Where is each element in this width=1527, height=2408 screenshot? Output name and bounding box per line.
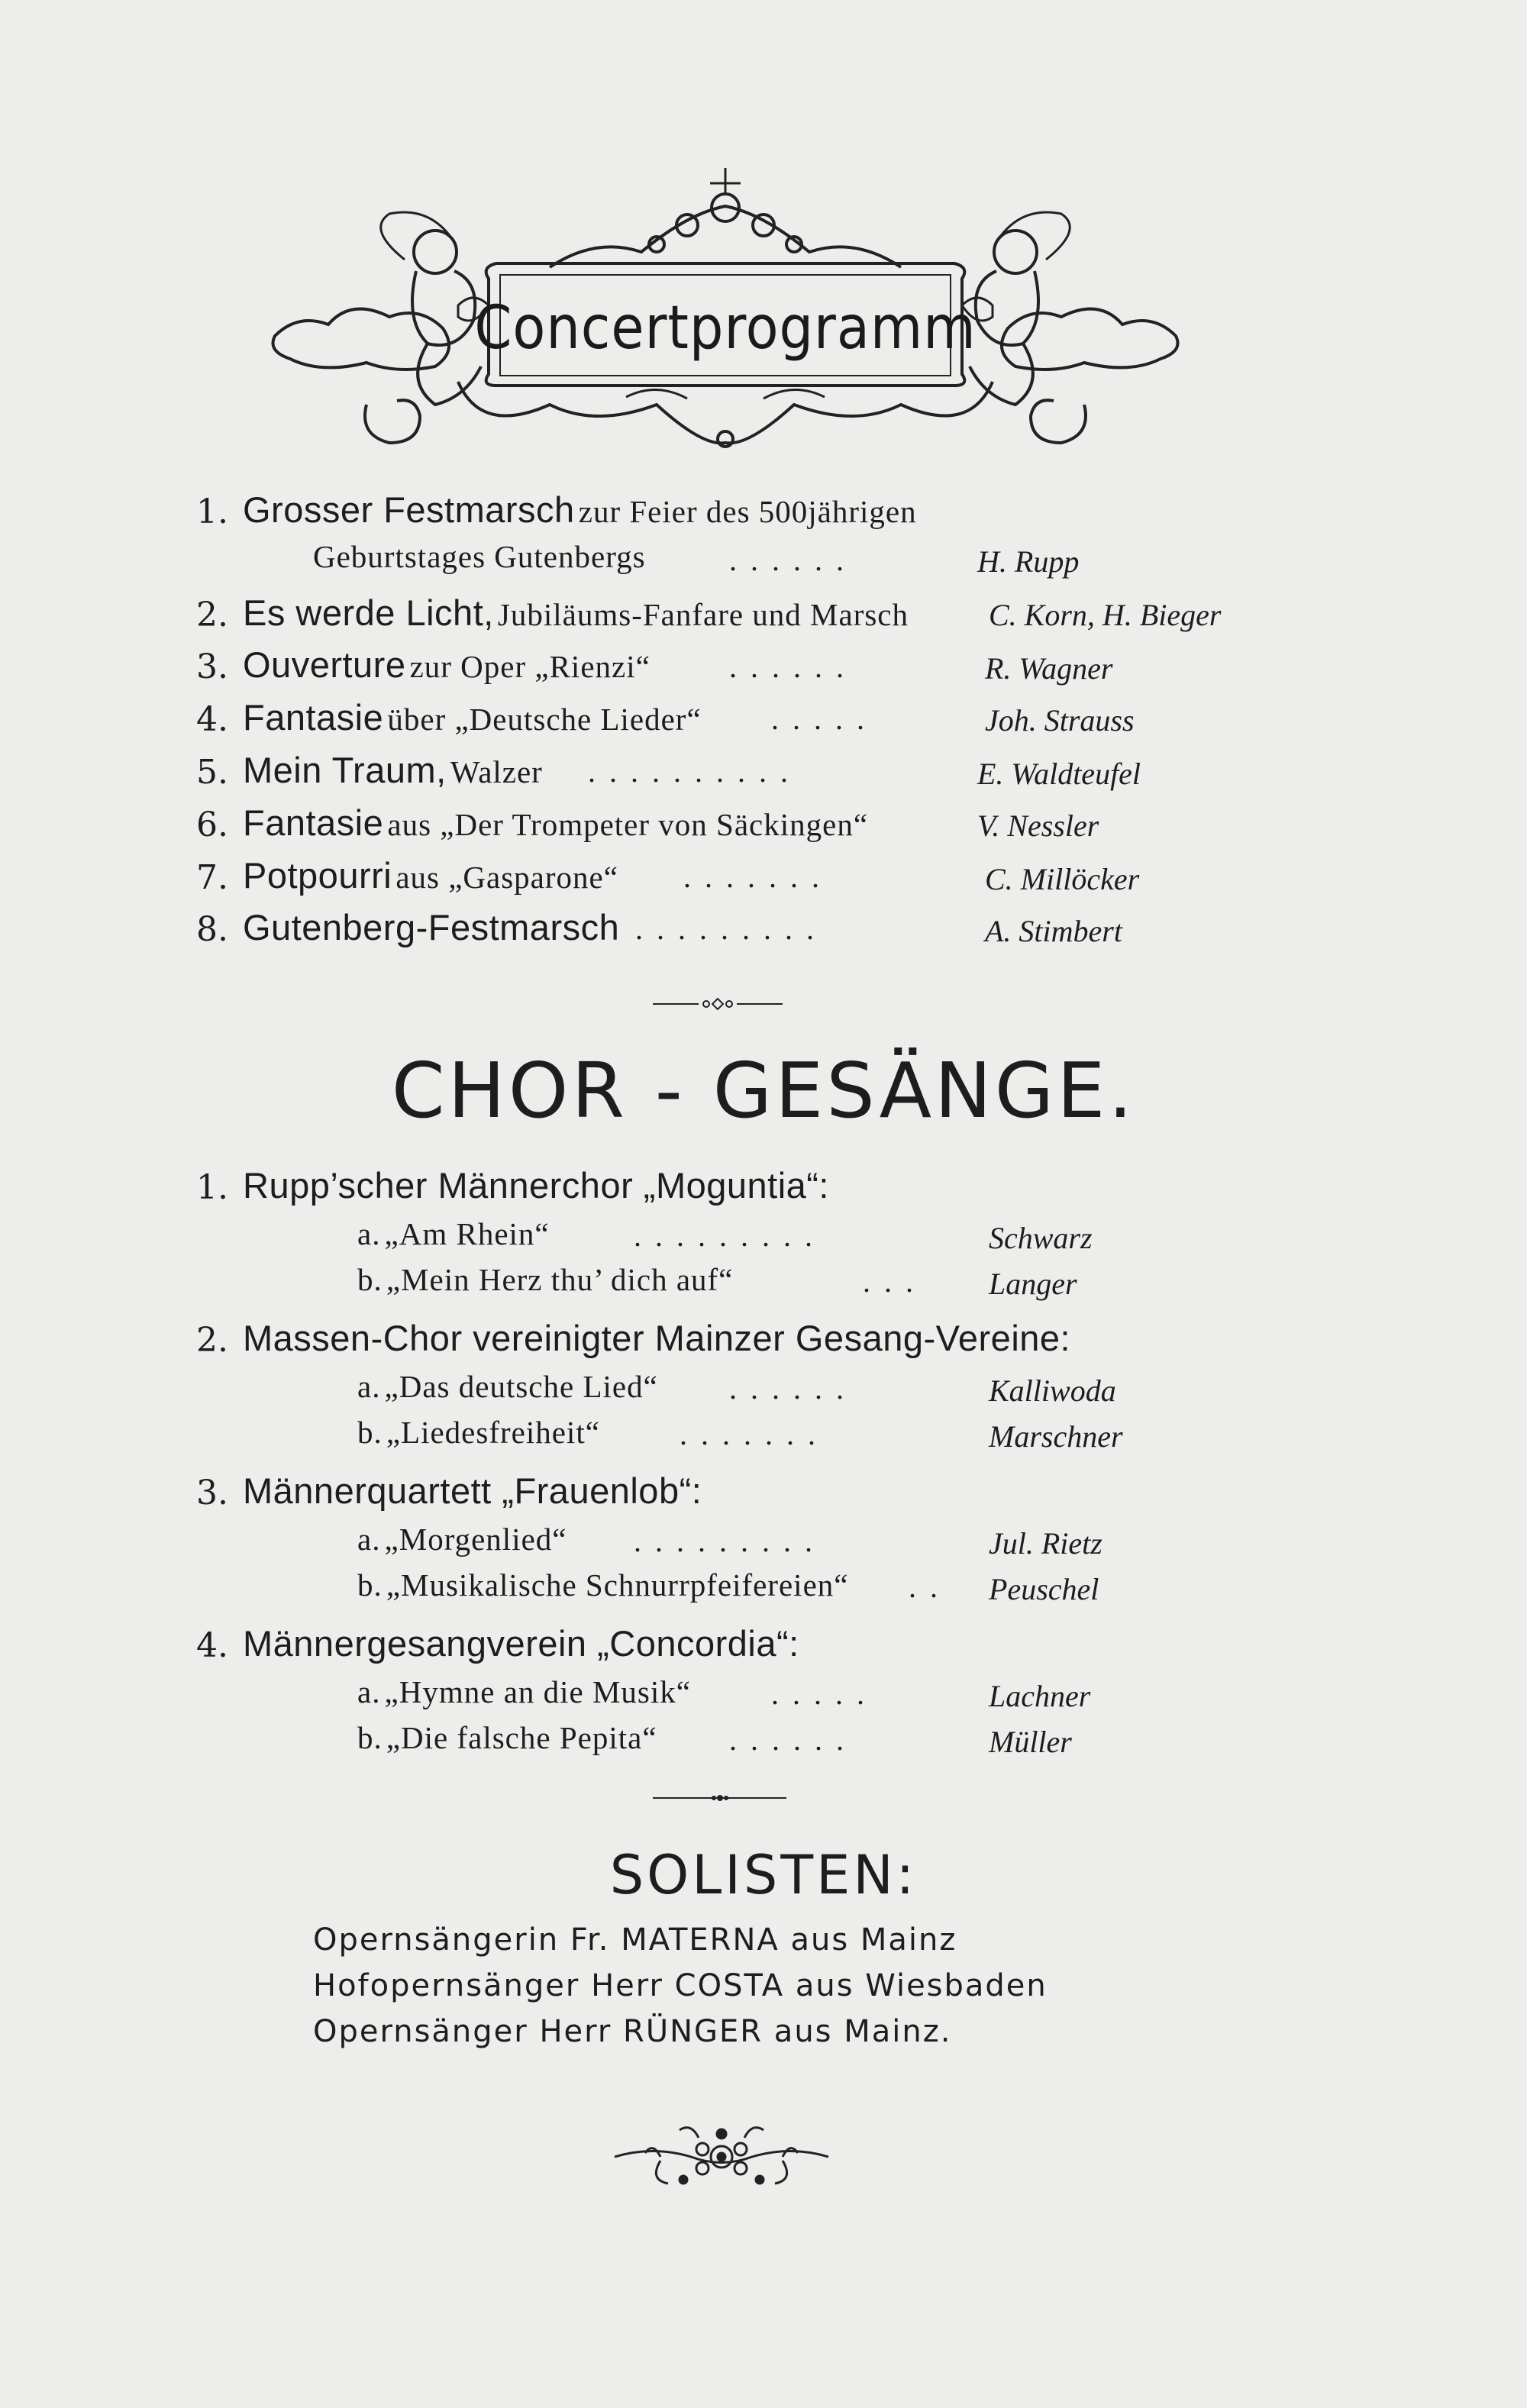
chor-group-name: Massen-Chor vereinigter Mainzer Gesang-Vereine:	[243, 1318, 1071, 1358]
divider-line-icon	[653, 1790, 786, 1806]
solist-line: Opernsänger Herr RÜNGER aus Mainz.	[313, 2014, 952, 2049]
song-composer: Langer	[989, 1267, 1077, 1301]
page-title: Concertprogramm	[474, 294, 977, 363]
song-title: „Am Rhein“	[384, 1216, 550, 1251]
chor-song	[357, 1719, 657, 1765]
program-composer: C. Korn, H. Bieger	[989, 598, 1222, 632]
song-letter: b.	[357, 1720, 383, 1755]
divider-ornament-icon	[653, 993, 783, 1015]
program-item	[243, 644, 651, 689]
program-number: 8.	[196, 910, 228, 949]
song-title: „Die falsche Pepita“	[386, 1720, 657, 1755]
song-composer: Müller	[989, 1725, 1072, 1759]
chor-song	[357, 1261, 733, 1307]
chor-song	[357, 1567, 848, 1612]
solist-line: Opernsängerin Fr. MATERNA aus Mainz	[313, 1922, 957, 1958]
leader-dots: .......	[683, 860, 833, 894]
header-cartouche	[229, 153, 1222, 458]
program-composer: E. Waldteufel	[977, 757, 1141, 791]
program-title: Es werde Licht,	[243, 592, 494, 633]
song-title: „Musikalische Schnurrpfeifereien“	[386, 1567, 849, 1603]
program-item	[243, 696, 702, 742]
leader-dots: ..........	[588, 754, 802, 789]
program-desc: zur Oper „Rienzi“	[409, 649, 651, 684]
song-letter: a.	[357, 1369, 381, 1404]
program-desc: Jubiläums-Fanfare und Marsch	[497, 597, 909, 632]
song-title: „Morgenlied“	[384, 1522, 567, 1557]
program-desc-continued: Geburtstages Gutenbergs	[313, 539, 646, 574]
chor-song	[357, 1414, 600, 1460]
chor-song	[357, 1368, 658, 1414]
program-item	[243, 802, 868, 847]
program-number: 6.	[196, 805, 228, 844]
song-composer: Lachner	[989, 1679, 1091, 1713]
song-letter: a.	[357, 1522, 381, 1557]
leader-dots: ......	[729, 1722, 857, 1757]
leader-dots: ...	[863, 1264, 927, 1299]
program-number: 1.	[196, 492, 228, 531]
chor-group-number: 4.	[196, 1626, 228, 1665]
chor-song	[357, 1674, 691, 1719]
song-title: „Mein Herz thu’ dich auf“	[386, 1262, 734, 1297]
program-title: Fantasie	[243, 802, 384, 843]
leader-dots: .....	[771, 1677, 878, 1711]
program-composer: R. Wagner	[985, 651, 1113, 686]
chor-group-number: 2.	[196, 1321, 228, 1360]
program-composer: V. Nessler	[977, 809, 1099, 843]
program-composer: A. Stimbert	[985, 914, 1122, 948]
song-letter: a.	[357, 1216, 381, 1251]
leader-dots: .......	[680, 1417, 829, 1451]
song-letter: b.	[357, 1567, 383, 1603]
program-desc: über „Deutsche Lieder“	[387, 702, 702, 737]
program-title: Mein Traum,	[243, 750, 447, 790]
leader-dots: ..	[909, 1570, 951, 1604]
program-item	[243, 854, 618, 900]
chor-group-name: Rupp’scher Männerchor „Moguntia“:	[243, 1165, 829, 1206]
leader-dots: ......	[729, 650, 857, 684]
song-composer: Kalliwoda	[989, 1373, 1116, 1408]
leader-dots: .........	[634, 1219, 826, 1253]
program-number: 3.	[196, 647, 228, 686]
program-composer: H. Rupp	[977, 544, 1080, 579]
song-title: „Liedesfreiheit“	[386, 1415, 600, 1450]
song-title: „Das deutsche Lied“	[384, 1369, 658, 1404]
song-composer: Jul. Rietz	[989, 1526, 1102, 1561]
program-item	[243, 489, 917, 534]
program-desc: zur Feier des 500jährigen	[578, 494, 917, 529]
program-number: 7.	[196, 858, 228, 897]
chor-group-name: Männergesangverein „Concordia“:	[243, 1623, 799, 1664]
program-title: Potpourri	[243, 855, 392, 896]
leader-dots: .....	[771, 702, 878, 736]
song-letter: b.	[357, 1415, 383, 1450]
program-desc: aus „Gasparone“	[395, 860, 618, 895]
leader-dots: ......	[729, 543, 857, 577]
program-number: 5.	[196, 753, 228, 792]
chor-group-number: 3.	[196, 1474, 228, 1512]
chor-group	[243, 1164, 829, 1210]
song-composer: Schwarz	[989, 1221, 1093, 1255]
solisten-title: SOLISTEN:	[609, 1844, 918, 1906]
chor-song	[357, 1215, 550, 1261]
program-desc: Walzer	[450, 754, 543, 789]
chor-group	[243, 1317, 1070, 1363]
program-item	[243, 592, 909, 638]
song-letter: a.	[357, 1674, 381, 1709]
solist-line: Hofopernsänger Herr COSTA aus Wiesbaden	[313, 1968, 1048, 2003]
program-item	[243, 906, 619, 952]
program-item-continued	[313, 538, 646, 584]
program-desc: aus „Der Trompeter von Säckingen“	[387, 807, 869, 842]
floral-ornament-icon	[607, 2115, 836, 2199]
leader-dots: ......	[729, 1371, 857, 1406]
program-item	[243, 749, 543, 795]
chor-song	[357, 1521, 567, 1567]
song-title: „Hymne an die Musik“	[384, 1674, 691, 1709]
song-composer: Peuschel	[989, 1572, 1099, 1606]
song-letter: b.	[357, 1262, 383, 1297]
program-composer: Joh. Strauss	[985, 703, 1135, 738]
program-title: Fantasie	[243, 697, 384, 738]
chor-group-number: 1.	[196, 1168, 228, 1207]
leader-dots: .........	[634, 1524, 826, 1558]
leader-dots: .........	[635, 912, 828, 946]
chor-group-name: Männerquartett „Frauenlob“:	[243, 1470, 702, 1511]
program-number: 2.	[196, 596, 228, 634]
program-number: 4.	[196, 700, 228, 739]
program-title: Gutenberg-Festmarsch	[243, 907, 620, 947]
song-composer: Marschner	[989, 1419, 1123, 1454]
chor-group	[243, 1470, 702, 1515]
chor-section-title: CHOR - GESÄNGE.	[391, 1046, 1136, 1135]
program-composer: C. Millöcker	[985, 862, 1140, 896]
program-title: Ouverture	[243, 644, 406, 685]
program-title: Grosser Festmarsch	[243, 489, 575, 530]
chor-group	[243, 1622, 799, 1668]
